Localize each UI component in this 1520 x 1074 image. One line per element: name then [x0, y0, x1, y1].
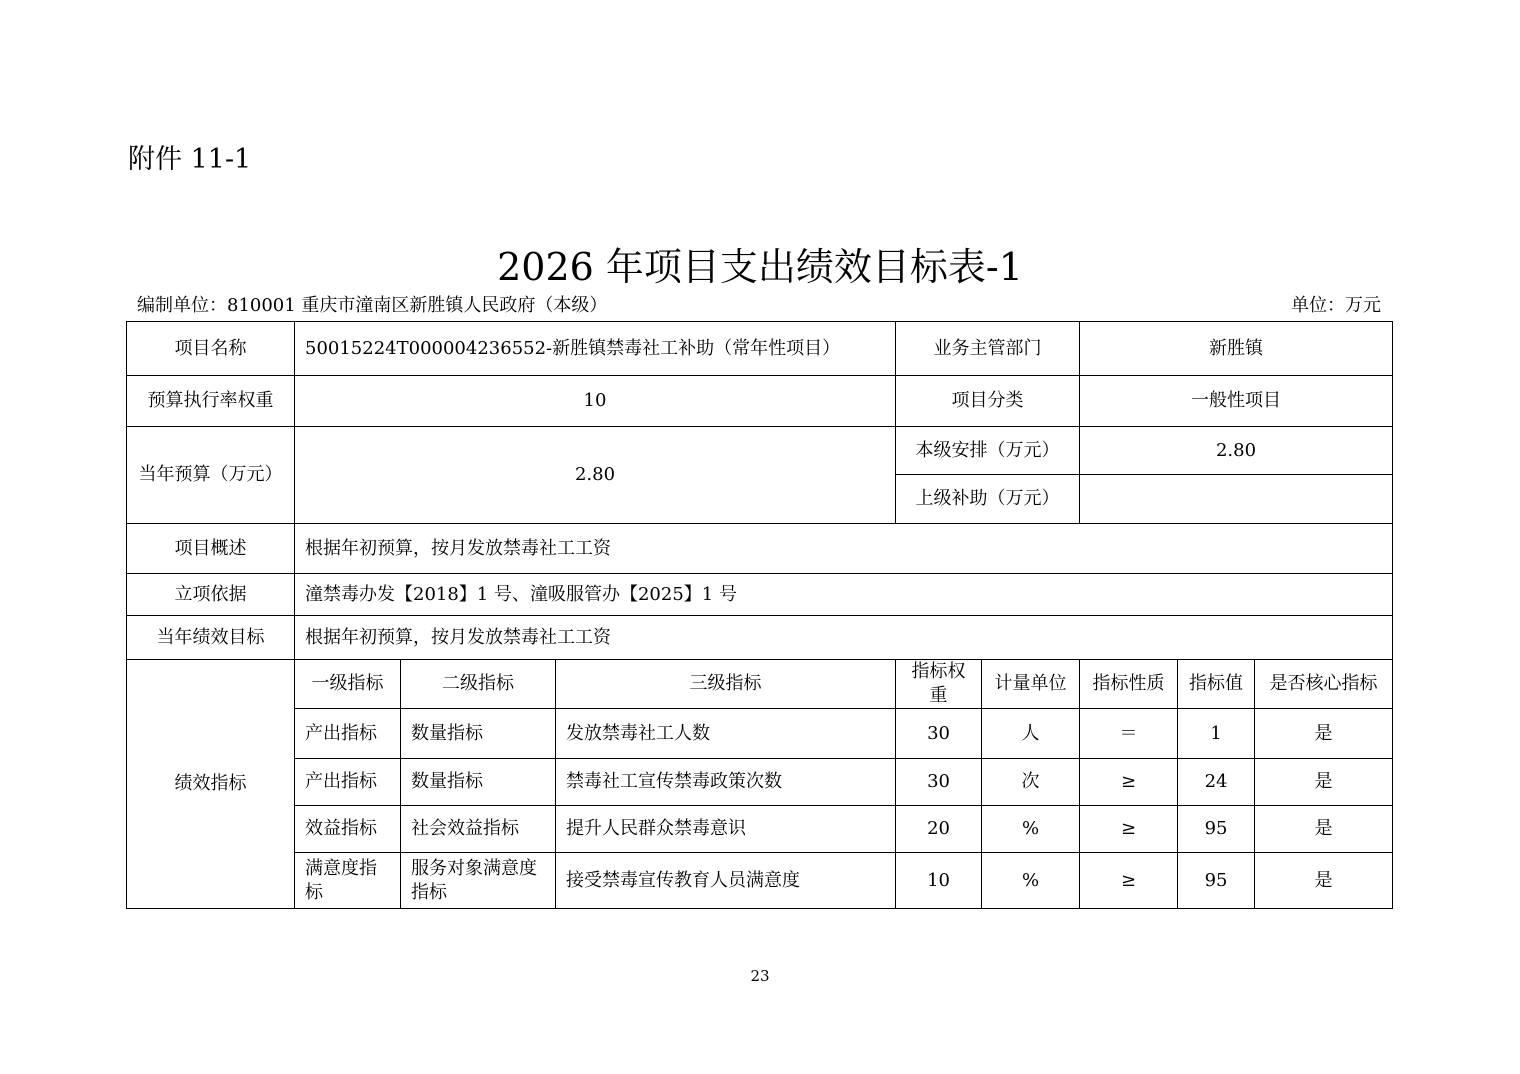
local-arrangement-label: 本级安排（万元） [896, 427, 1080, 475]
header-value: 指标值 [1178, 660, 1255, 709]
basis-label: 立项依据 [127, 574, 295, 616]
basis-value: 潼禁毒办发【2018】1 号、潼吸服管办【2025】1 号 [295, 574, 1393, 616]
core-cell: 是 [1255, 759, 1393, 806]
core-cell: 是 [1255, 709, 1393, 759]
budget-row [127, 427, 1393, 475]
budget-value: 2.80 [295, 427, 896, 524]
budget-label: 当年预算（万元） [127, 427, 295, 524]
header-level2: 二级指标 [401, 660, 556, 709]
value-cell: 95 [1178, 853, 1255, 909]
category-label: 项目分类 [896, 376, 1080, 427]
level2-cell: 数量指标 [401, 709, 556, 759]
value-cell: 24 [1178, 759, 1255, 806]
weight-cell: 30 [896, 759, 982, 806]
header-weight: 指标权重 [896, 660, 982, 709]
project-name-row [127, 322, 1393, 376]
indicators-label: 绩效指标 [127, 660, 295, 909]
header-unit: 计量单位 [982, 660, 1080, 709]
overview-label: 项目概述 [127, 524, 295, 574]
currency-unit: 单位：万元 [1291, 295, 1381, 316]
indicator-row [127, 806, 1393, 853]
core-cell: 是 [1255, 853, 1393, 909]
attachment-label: 附件 11-1 [128, 144, 252, 175]
dept-label: 业务主管部门 [896, 322, 1080, 376]
upper-subsidy-label: 上级补助（万元） [896, 475, 1080, 524]
category-value: 一般性项目 [1080, 376, 1393, 427]
level2-cell: 服务对象满意度指标 [401, 853, 556, 909]
value-cell: 95 [1178, 806, 1255, 853]
header-level3: 三级指标 [556, 660, 896, 709]
indicator-row [127, 759, 1393, 806]
weight-cell: 30 [896, 709, 982, 759]
header-core: 是否核心指标 [1255, 660, 1393, 709]
nature-cell: ≥ [1080, 853, 1178, 909]
performance-target-table [126, 321, 1393, 909]
compiling-unit: 编制单位：810001 重庆市潼南区新胜镇人民政府（本级） [137, 295, 608, 316]
header-level1: 一级指标 [295, 660, 401, 709]
indicator-row [127, 709, 1393, 759]
level1-cell: 产出指标 [295, 759, 401, 806]
core-cell: 是 [1255, 806, 1393, 853]
level3-cell: 发放禁毒社工人数 [556, 709, 896, 759]
nature-cell: ≥ [1080, 806, 1178, 853]
goal-value: 根据年初预算，按月发放禁毒社工工资 [295, 616, 1393, 660]
weight-cell: 20 [896, 806, 982, 853]
weight-label: 预算执行率权重 [127, 376, 295, 427]
project-name-label: 项目名称 [127, 322, 295, 376]
page-title: 2026 年项目支出绩效目标表-1 [497, 245, 1023, 289]
nature-cell: ＝ [1080, 709, 1178, 759]
unit-cell: % [982, 806, 1080, 853]
nature-cell: ≥ [1080, 759, 1178, 806]
unit-cell: 次 [982, 759, 1080, 806]
unit-cell: % [982, 853, 1080, 909]
header-nature: 指标性质 [1080, 660, 1178, 709]
level1-cell: 效益指标 [295, 806, 401, 853]
weight-row [127, 376, 1393, 427]
weight-cell: 10 [896, 853, 982, 909]
level1-cell: 产出指标 [295, 709, 401, 759]
local-arrangement-value: 2.80 [1080, 427, 1393, 475]
goal-label: 当年绩效目标 [127, 616, 295, 660]
unit-cell: 人 [982, 709, 1080, 759]
weight-value: 10 [295, 376, 896, 427]
overview-value: 根据年初预算，按月发放禁毒社工工资 [295, 524, 1393, 574]
level3-cell: 提升人民群众禁毒意识 [556, 806, 896, 853]
overview-row [127, 524, 1393, 574]
level2-cell: 数量指标 [401, 759, 556, 806]
dept-value: 新胜镇 [1080, 322, 1393, 376]
indicator-header-row [127, 660, 1393, 709]
page-number: 23 [750, 967, 770, 985]
goal-row [127, 616, 1393, 660]
value-cell: 1 [1178, 709, 1255, 759]
level3-cell: 禁毒社工宣传禁毒政策次数 [556, 759, 896, 806]
upper-subsidy-value [1080, 475, 1393, 524]
level1-cell: 满意度指标 [295, 853, 401, 909]
basis-row [127, 574, 1393, 616]
project-name-value: 50015224T000004236552-新胜镇禁毒社工补助（常年性项目） [295, 322, 896, 376]
indicator-row [127, 853, 1393, 909]
level3-cell: 接受禁毒宣传教育人员满意度 [556, 853, 896, 909]
level2-cell: 社会效益指标 [401, 806, 556, 853]
